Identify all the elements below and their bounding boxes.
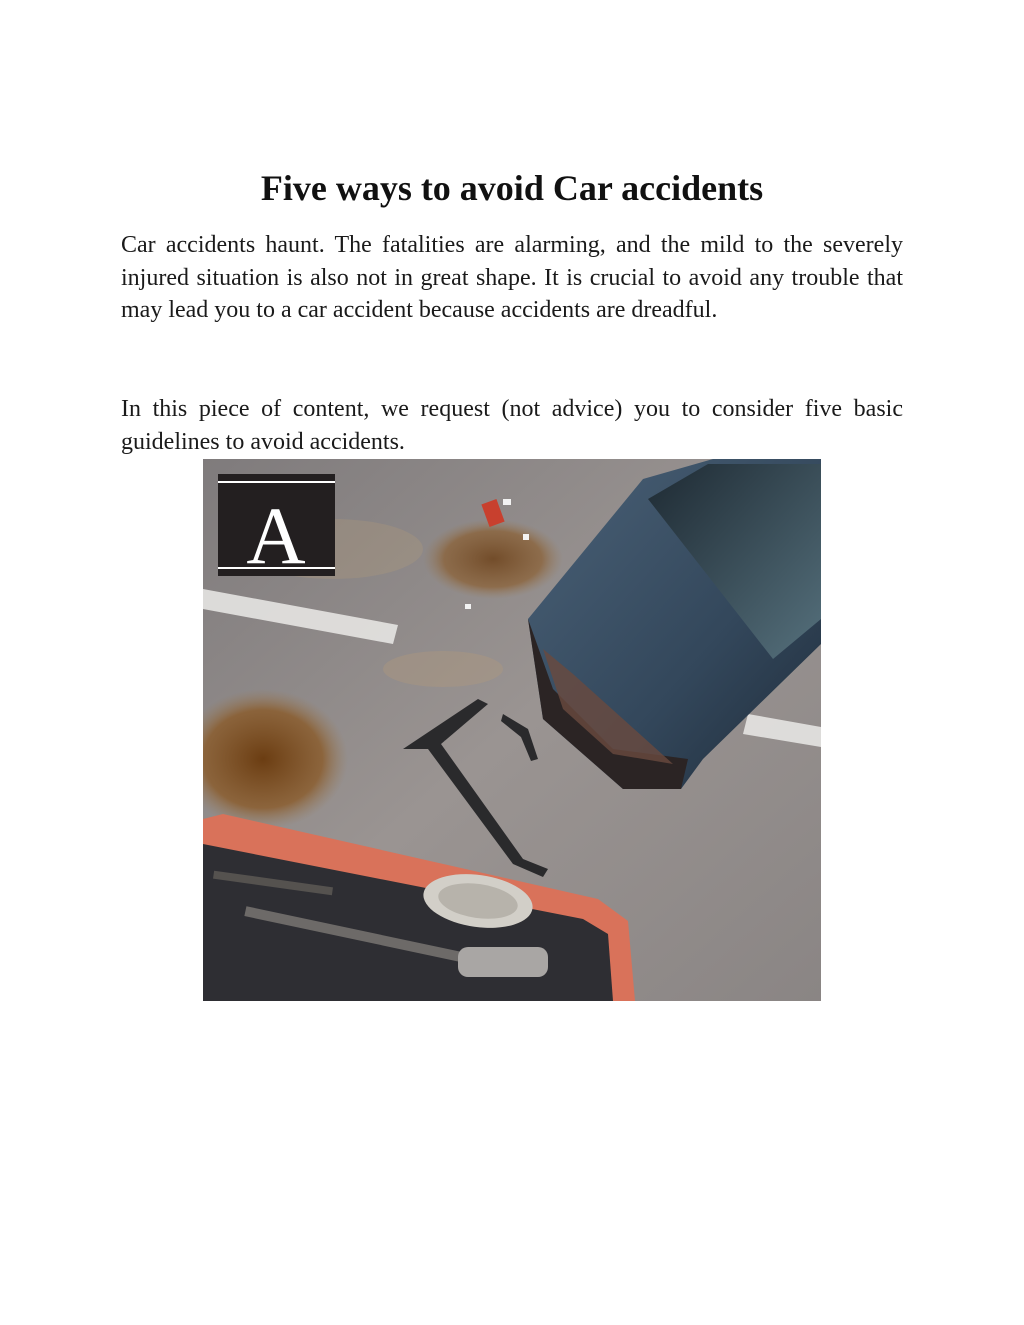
car-accident-photo	[203, 459, 821, 1001]
debris	[503, 499, 511, 505]
debris	[523, 534, 529, 540]
fluid-trail	[383, 651, 503, 687]
page-title: Five ways to avoid Car accidents	[260, 168, 764, 208]
muffler	[458, 947, 548, 977]
guidelines-paragraph: In this piece of content, we request (not advice) you to consider five basic guidelines to avoid accidents.	[121, 396, 903, 455]
car-accident-illustration	[203, 459, 821, 1001]
debris	[465, 604, 471, 609]
logo-letter: A	[246, 490, 306, 581]
brand-logo	[218, 474, 335, 581]
oil-stain-small	[423, 519, 563, 599]
intro-paragraph: Car accidents haunt. The fatalities are alarming, and the mild to the severely injured situation is also not in great shape. It is crucial to avoid any trouble that may lead you to a car accident because accidents are dreadful.	[121, 232, 903, 323]
